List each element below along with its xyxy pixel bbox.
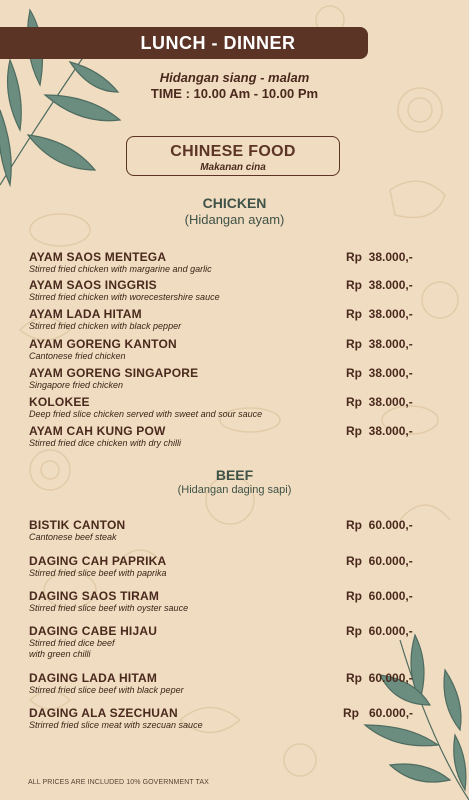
item-description: Stirred fried chicken with black pepper <box>29 321 182 331</box>
item-name: AYAM GORENG SINGAPORE <box>29 366 199 380</box>
item-description: Stirred fried slice beef with oyster sauce <box>29 603 189 613</box>
item-price: Rp 60.000,- <box>346 518 413 532</box>
category-box <box>126 136 340 176</box>
item-name: DAGING CAH PAPRIKA <box>29 554 167 568</box>
item-name: AYAM CAH KUNG POW <box>29 424 166 438</box>
item-name: DAGING CABE HIJAU <box>29 624 158 638</box>
item-name: BISTIK CANTON <box>29 518 126 532</box>
subtitle-hours: TIME : 10.00 Am - 10.00 Pm <box>150 86 319 101</box>
item-name: KOLOKEE <box>29 395 90 409</box>
item-price: Rp 60.000,- <box>343 706 414 720</box>
item-name: DAGING ALA SZECHUAN <box>29 706 178 720</box>
item-price: Rp 38.000,- <box>346 424 413 438</box>
item-price: Rp 60.000,- <box>346 624 413 638</box>
item-price: Rp 38.000,- <box>346 395 413 409</box>
item-description: Strirred fried slice meat with szecuan sauce <box>29 720 203 730</box>
item-description: Cantonese fried chicken <box>29 351 126 361</box>
page-title: LUNCH - DINNER <box>140 32 296 53</box>
item-description: Cantonese beef steak <box>29 532 117 542</box>
item-price: Rp 38.000,- <box>346 278 413 292</box>
section-title-beef: BEEF <box>215 467 254 483</box>
item-description: Stirred fried chicken with worecestershire sauce <box>29 292 220 302</box>
item-price: Rp 38.000,- <box>346 307 413 321</box>
item-price: Rp 60.000,- <box>346 554 413 568</box>
section-title-chicken: CHICKEN <box>202 195 267 211</box>
subtitle-meal-time: Hidangan siang - malam <box>159 70 310 85</box>
item-name: AYAM SAOS INGGRIS <box>29 278 157 292</box>
item-name: AYAM LADA HITAM <box>29 307 142 321</box>
item-price: Rp 60.000,- <box>346 671 413 685</box>
item-price: Rp 38.000,- <box>346 337 413 351</box>
item-description: Stirred fried chicken with margarine and garlic <box>29 264 212 274</box>
item-name: AYAM SAOS MENTEGA <box>29 250 167 264</box>
item-description: with green chilli <box>29 649 91 659</box>
item-price: Rp 60.000,- <box>346 589 413 603</box>
item-description: Deep fried slice chicken served with sweet and sour sauce <box>29 409 263 419</box>
item-name: DAGING LADA HITAM <box>29 671 158 685</box>
section-subtitle-beef: (Hidangan daging sapi) <box>177 484 292 496</box>
item-description: Stirred fried slice beef with black peper <box>29 685 184 695</box>
header-bar <box>0 27 368 59</box>
category-subtitle: Makanan cina <box>200 162 266 173</box>
item-price: Rp 38.000,- <box>346 250 413 264</box>
item-description: Singapore fried chicken <box>29 380 124 390</box>
category-title: CHINESE FOOD <box>170 143 296 160</box>
item-description: Stirred fried dice chicken with dry chilli <box>29 438 182 448</box>
section-subtitle-chicken: (Hidangan ayam) <box>184 212 285 227</box>
item-price: Rp 38.000,- <box>346 366 413 380</box>
item-description: Stirred fried dice beef <box>29 638 115 648</box>
item-name: DAGING SAOS TIRAM <box>29 589 160 603</box>
item-description: Stirred fried slice beef with paprika <box>29 568 167 578</box>
item-name: AYAM GORENG KANTON <box>29 337 177 351</box>
footer-tax-note: ALL PRICES ARE INCLUDED 10% GOVERNMENT TAX <box>28 779 209 786</box>
